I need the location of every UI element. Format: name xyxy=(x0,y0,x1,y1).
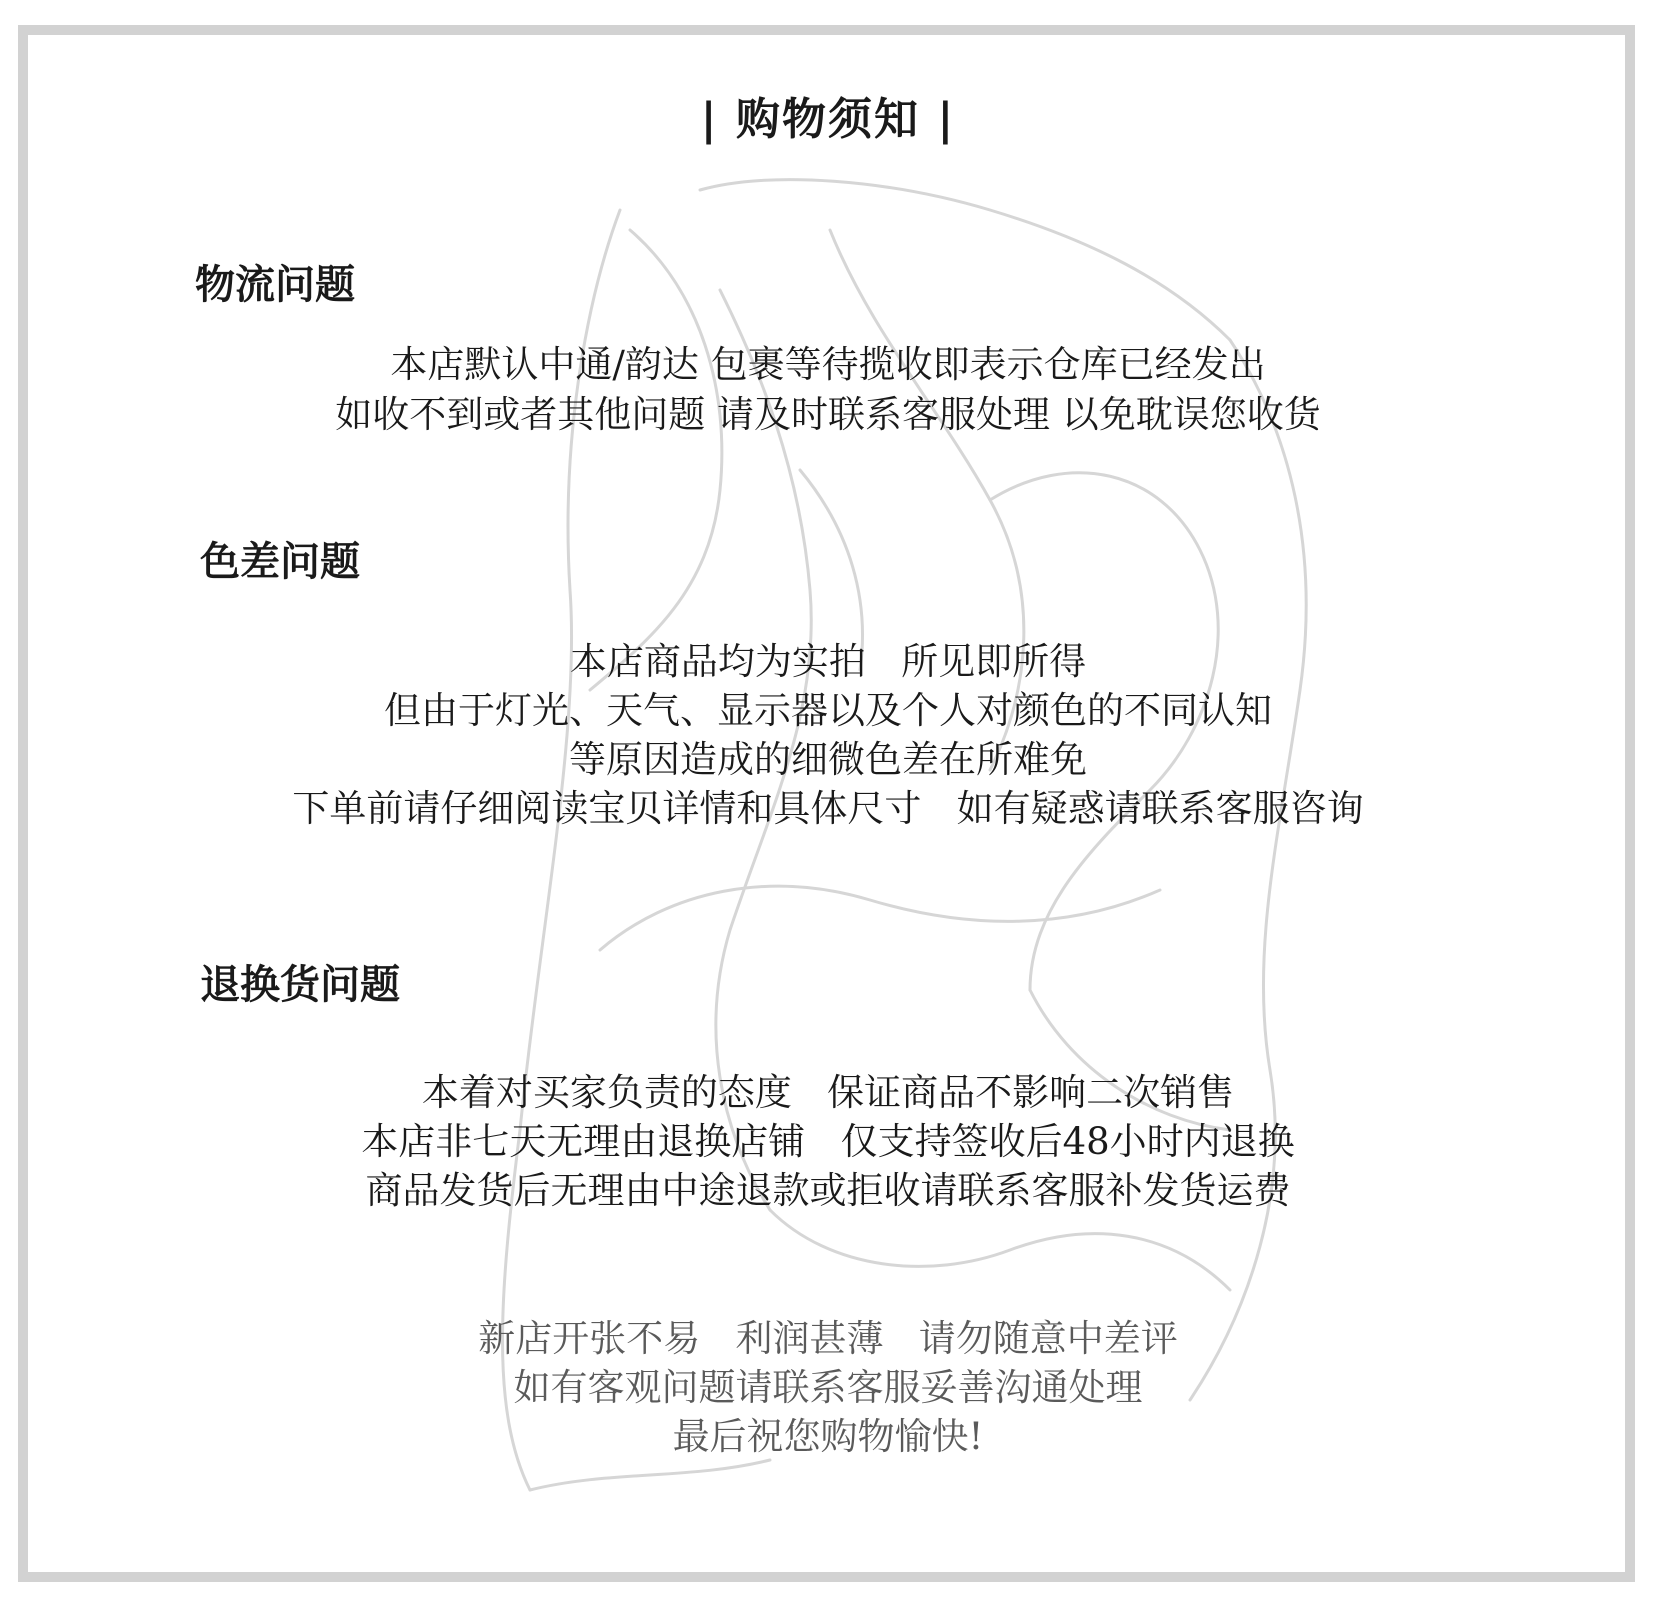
returns-line: 本店非七天无理由退换店铺 仅支持签收后48小时内退换 xyxy=(361,1120,1295,1163)
logistics-line: 本店默认中通/韵达 包裹等待揽收即表示仓库已经发出 xyxy=(390,343,1266,386)
closing-line: 新店开张不易 利润甚薄 请勿随意中差评 xyxy=(478,1317,1178,1360)
closing-line: 最后祝您购物愉快! xyxy=(672,1415,984,1458)
color-difference-line: 但由于灯光、天气、显示器以及个人对颜色的不同认知 xyxy=(384,689,1272,732)
page-title: | 购物须知 | xyxy=(700,94,956,145)
section-heading-returns: 退换货问题 xyxy=(200,961,400,1008)
section-heading-logistics: 物流问题 xyxy=(195,261,355,308)
section-heading-color-difference: 色差问题 xyxy=(200,538,360,585)
color-difference-line: 本店商品均为实拍 所见即所得 xyxy=(569,640,1087,683)
logistics-line: 如收不到或者其他问题 请及时联系客服处理 以免耽误您收货 xyxy=(335,393,1321,436)
color-difference-line: 下单前请仔细阅读宝贝详情和具体尺寸 如有疑惑请联系客服咨询 xyxy=(292,787,1364,830)
color-difference-line: 等原因造成的细微色差在所难免 xyxy=(569,738,1087,781)
returns-line: 商品发货后无理由中途退款或拒收请联系客服补发货运费 xyxy=(365,1169,1291,1212)
closing-line: 如有客观问题请联系客服妥善沟通处理 xyxy=(513,1366,1143,1409)
returns-line: 本着对买家负责的态度 保证商品不影响二次销售 xyxy=(421,1071,1235,1114)
